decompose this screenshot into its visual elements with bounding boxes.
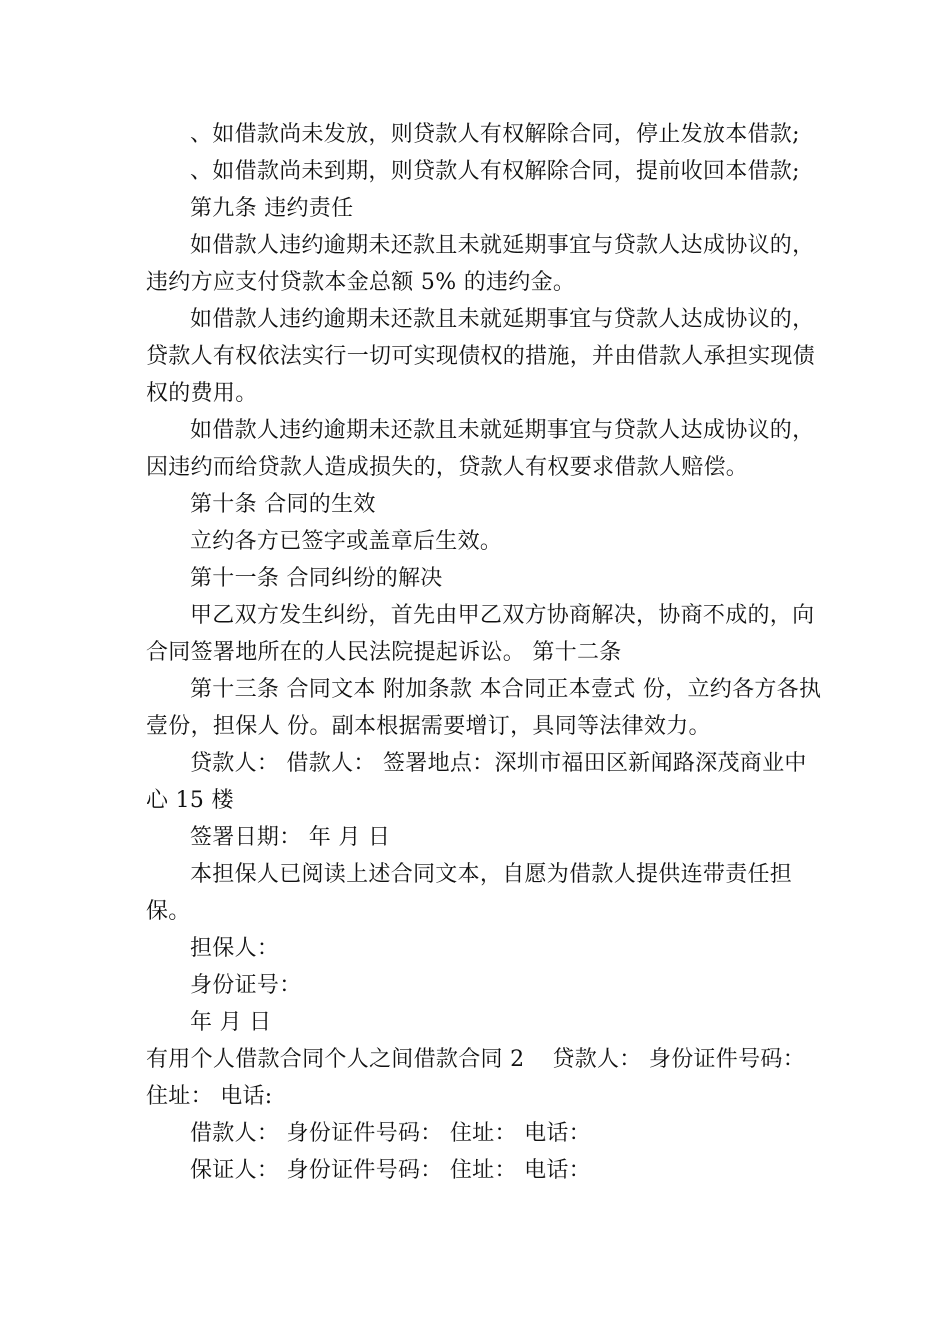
guarantor-statement: 本担保人已阅读上述合同文本，自愿为借款人提供连带责任担保。 bbox=[146, 862, 793, 924]
second-contract-title-line bbox=[146, 1041, 826, 1078]
article-9-paragraph-3: 如借款人违约逾期未还款且未就延期事宜与贷款人达成协议的，因违约而给贷款人造成损失的，贷款人有权要求借款人赔偿。 bbox=[146, 418, 815, 480]
article-9-heading: 第九条 违约责任 bbox=[190, 196, 354, 221]
signature-parties-line: 贷款人： 借款人： 签署地点：深圳市福田区新闻路深茂商业中心 15 楼 bbox=[146, 751, 807, 813]
signature-date-line: 签署日期： 年 月 日 bbox=[190, 825, 391, 850]
article-13-paragraph: 第十三条 合同文本 附加条款 本合同正本壹式 份，立约各方各执壹份，担保人 份。副本根据需要增订，具同等法律效力。 bbox=[146, 677, 822, 739]
article-10-heading: 第十条 合同的生效 bbox=[190, 492, 376, 517]
guarantor-name-line: 担保人： bbox=[190, 936, 280, 961]
lender-fields-continued: 住址： 电话: bbox=[146, 1084, 273, 1109]
clause-item-1: 、如借款尚未发放，则贷款人有权解除合同，停止发放本借款; bbox=[190, 122, 800, 147]
lender-fields: 贷款人： 身份证件号码： bbox=[552, 1047, 806, 1072]
guarantor-date-line: 年 月 日 bbox=[190, 1010, 272, 1035]
guarantor-id-line: 身份证号： bbox=[190, 973, 302, 998]
article-11-paragraph: 甲乙双方发生纠纷，首先由甲乙双方协商解决，协商不成的，向合同签署地所在的人民法院提起诉讼。 第十二条 bbox=[146, 603, 815, 665]
article-9-paragraph-2: 如借款人违约逾期未还款且未就延期事宜与贷款人达成协议的，贷款人有权依法实行一切可实现债权的措施，并由借款人承担实现债权的费用。 bbox=[146, 307, 816, 406]
guarantor-fields: 保证人： 身份证件号码： 住址： 电话： bbox=[190, 1158, 591, 1183]
article-11-heading: 第十一条 合同纠纷的解决 bbox=[190, 566, 443, 591]
second-contract-title: 有用个人借款合同个人之间借款合同 2 bbox=[146, 1047, 525, 1072]
article-10-paragraph: 立约各方已签字或盖章后生效。 bbox=[190, 529, 503, 554]
document-body bbox=[146, 116, 826, 1189]
article-9-paragraph-1: 如借款人违约逾期未还款且未就延期事宜与贷款人达成协议的，违约方应支付贷款本金总额 5% 的违约金。 bbox=[146, 233, 815, 295]
clause-item-2: 、如借款尚未到期，则贷款人有权解除合同，提前收回本借款; bbox=[190, 159, 800, 184]
borrower-fields: 借款人： 身份证件号码： 住址： 电话： bbox=[190, 1121, 591, 1146]
